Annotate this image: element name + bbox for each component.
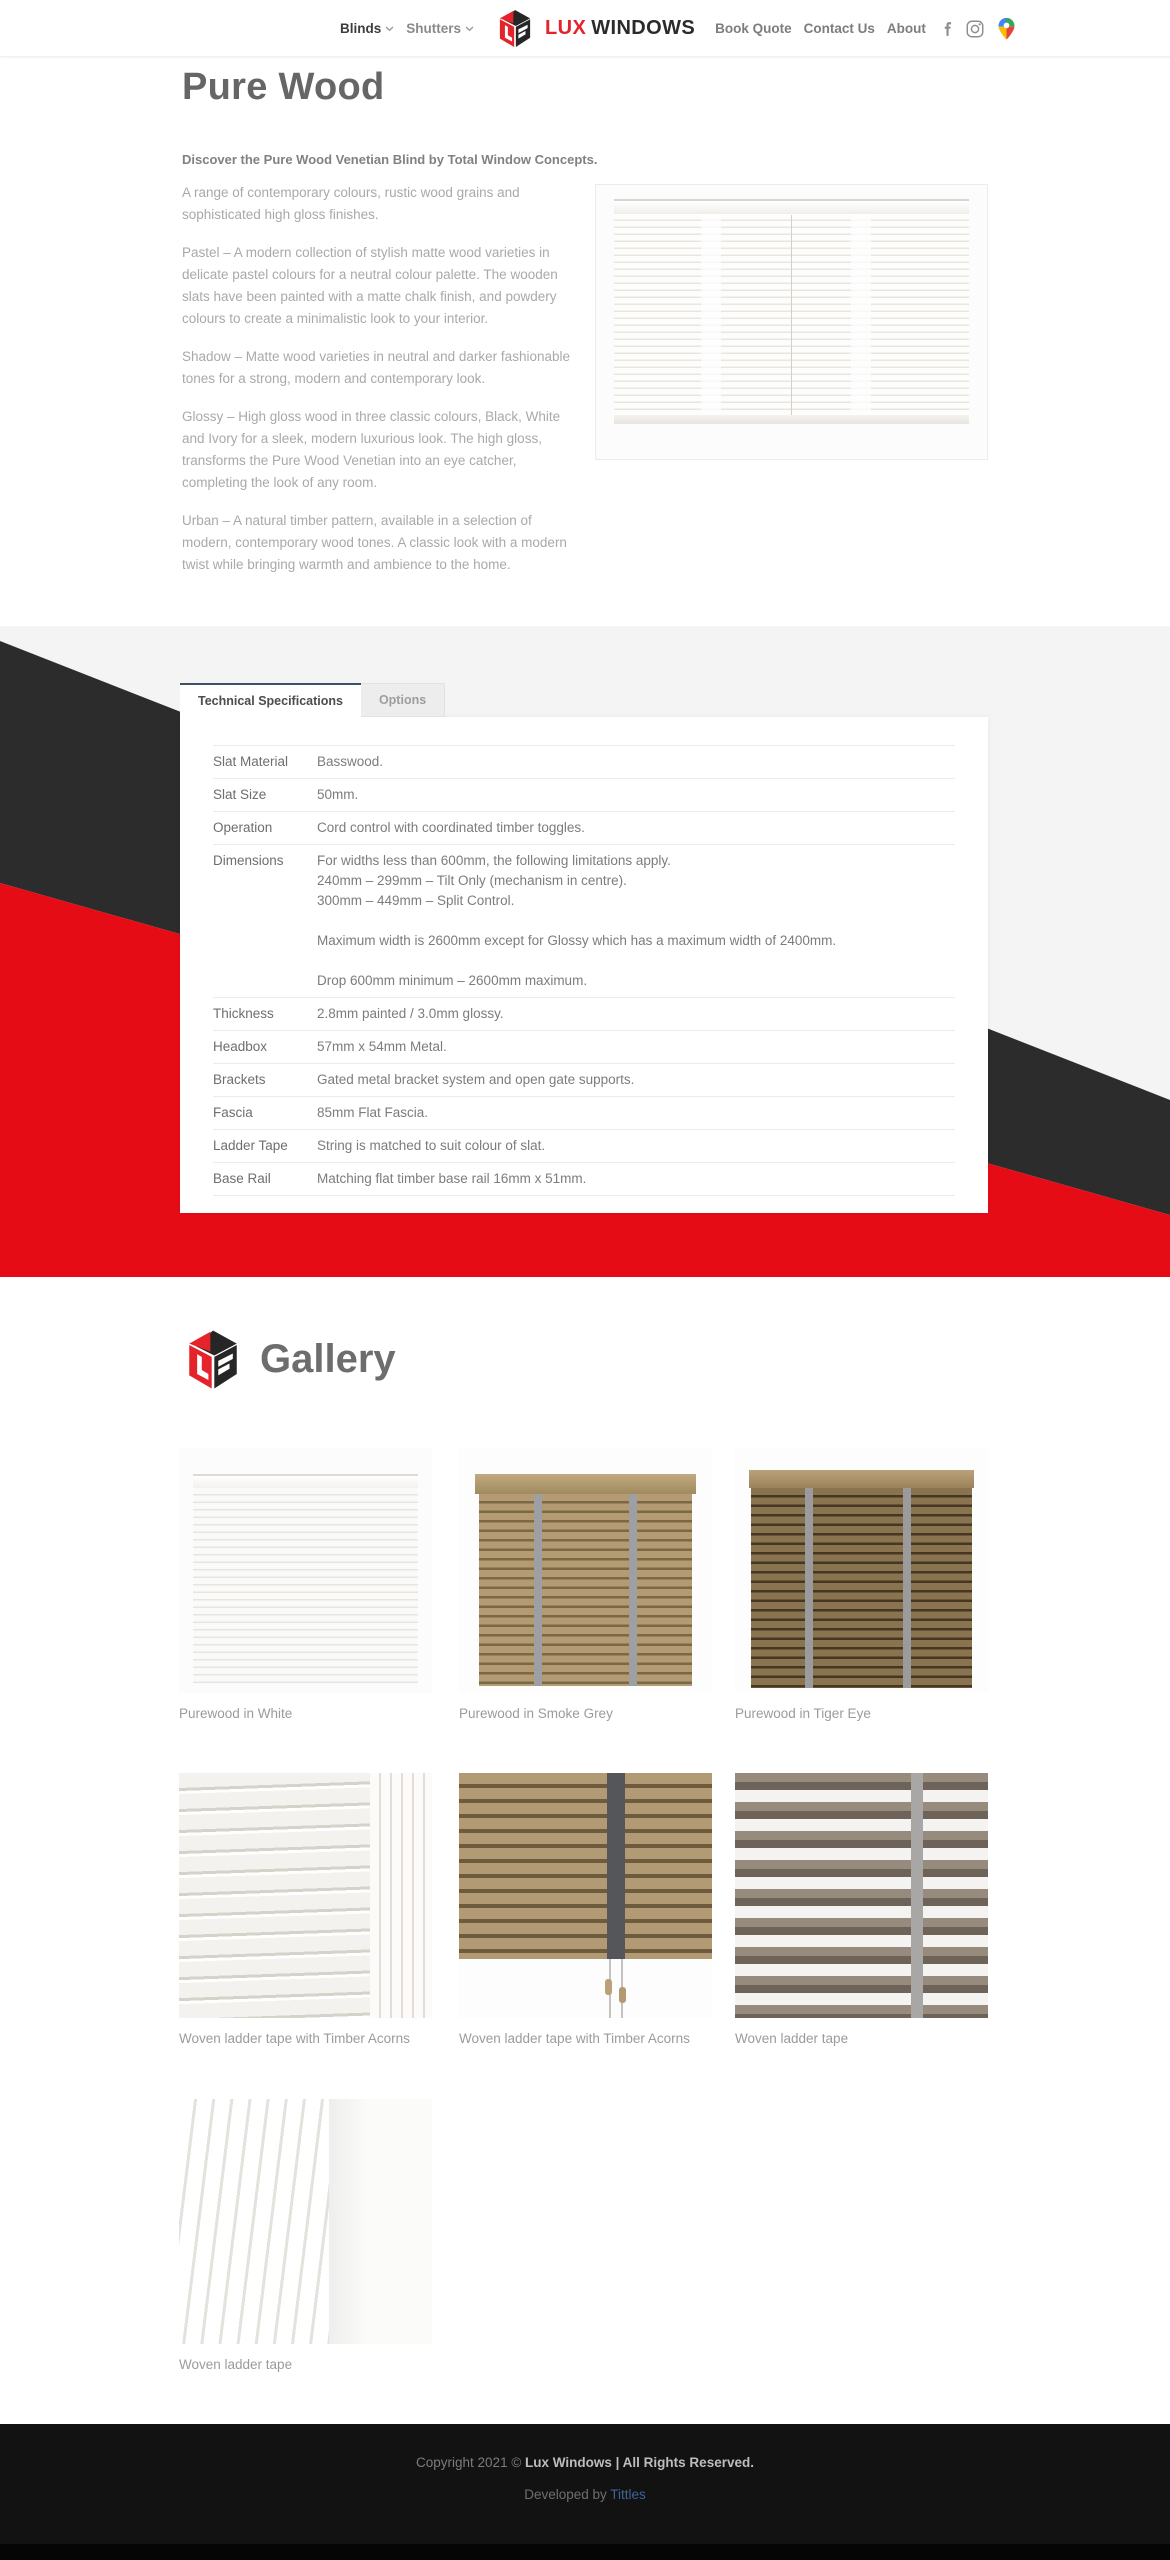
gallery-item[interactable] (459, 1448, 712, 1721)
developed-prefix: Developed by (524, 2487, 611, 2502)
nav-link-contact-us[interactable]: Contact Us (803, 21, 875, 36)
table-row (213, 1030, 955, 1063)
nav-link-about[interactable]: About (886, 21, 926, 36)
spec-value-line (317, 911, 955, 931)
site-footer (0, 2424, 1170, 2560)
product-description (182, 182, 576, 592)
spec-value-line: 300mm – 449mm – Split Control. (317, 893, 515, 908)
spec-label: Slat Material (213, 754, 289, 769)
gallery-caption: Purewood in White (179, 1706, 293, 1721)
page-title: Pure Wood (182, 66, 385, 108)
spec-panel (180, 717, 988, 1213)
spec-label: Base Rail (213, 1171, 271, 1186)
developer-link[interactable]: Tittles (610, 2487, 646, 2502)
description-paragraph: Shadow – Matte wood varieties in neutral and darker fashionable tones for a strong, modern and contemporary look. (182, 349, 570, 386)
gallery-caption: Purewood in Tiger Eye (735, 1706, 871, 1721)
spec-value: Basswood. (317, 754, 384, 769)
gallery-caption: Purewood in Smoke Grey (459, 1706, 613, 1721)
gallery-image-woven-tape-grey[interactable] (735, 1773, 988, 2018)
copyright-prefix: Copyright 2021 © (416, 2455, 526, 2470)
spec-label: Headbox (213, 1039, 268, 1054)
gallery-caption: Woven ladder tape (735, 2031, 849, 2046)
gallery-header (180, 1329, 396, 1390)
table-row (213, 811, 955, 844)
gallery-caption: Woven ladder tape with Timber Acorns (459, 2031, 690, 2046)
spec-value: 50mm. (317, 787, 359, 802)
nav-item-shutters[interactable] (406, 21, 474, 36)
gallery-item[interactable] (459, 1773, 712, 2046)
main-nav (340, 0, 1016, 57)
nav-link-book-quote[interactable]: Book Quote (715, 21, 792, 36)
product-lead: Discover the Pure Wood Venetian Blind by Total Window Concepts. (182, 152, 598, 167)
chevron-down-icon (465, 26, 474, 32)
description-paragraph: Glossy – High gloss wood in three classic colours, Black, White and Ivory for a sleek, modern luxurious look. The high gloss, transforms the Pure Wood Venetian into an eye catcher, completing the look of any room. (182, 409, 561, 490)
facebook-icon[interactable] (942, 20, 953, 38)
spec-value: Matching flat timber base rail 16mm x 51mm. (317, 1171, 587, 1186)
spec-label: Slat Size (213, 787, 267, 802)
spec-label: Thickness (213, 1006, 274, 1021)
spec-label: Fascia (213, 1105, 253, 1120)
product-hero-image (595, 184, 988, 460)
spec-value: Gated metal bracket system and open gate supports. (317, 1072, 635, 1087)
table-row (213, 844, 955, 997)
tab-options[interactable]: Options (361, 683, 445, 717)
instagram-icon[interactable] (966, 20, 984, 38)
gallery-title: Gallery (260, 1337, 396, 1381)
footer-bottom-strip (0, 2544, 1170, 2560)
nav-item-blinds[interactable] (340, 21, 394, 36)
chevron-down-icon (385, 26, 394, 32)
spec-value: String is matched to suit colour of slat. (317, 1138, 546, 1153)
spec-value: 57mm x 54mm Metal. (317, 1039, 447, 1054)
gallery-image-woven-tape-acorns-tan[interactable] (459, 1773, 712, 2018)
site-header (0, 0, 1170, 57)
spec-value-line (317, 951, 955, 971)
spec-value (317, 851, 955, 991)
social-icons (942, 17, 1016, 41)
spec-label: Operation (213, 820, 273, 835)
gallery-item[interactable] (179, 1773, 432, 2046)
spec-value: Cord control with coordinated timber toggles. (317, 820, 585, 835)
description-paragraph: Urban – A natural timber pattern, available in a selection of modern, contemporary wood tones. A classic look with a modern twist while bringing warmth and ambience to the home. (182, 513, 567, 572)
specifications-section (0, 626, 1170, 1277)
tab-technical-specifications[interactable]: Technical Specifications (180, 683, 361, 717)
brand-lux: LUX (545, 17, 587, 39)
spec-label: Dimensions (213, 853, 284, 868)
table-row (213, 997, 955, 1030)
spec-value: 2.8mm painted / 3.0mm glossy. (317, 1006, 504, 1021)
gallery-item[interactable] (179, 1448, 432, 1721)
gallery-image-woven-tape-white[interactable] (179, 2099, 432, 2344)
spec-tabs (180, 683, 445, 717)
spec-label: Brackets (213, 1072, 266, 1087)
nav-item-label: Shutters (406, 21, 462, 36)
spec-label: Ladder Tape (213, 1138, 288, 1153)
description-paragraph: Pastel – A modern collection of stylish matte wood varieties in delicate pastel colours for a neutral colour palette. The wooden slats have been painted with a matte chalk finish, and powdery colours to create a minimalistic look to your interior. (182, 245, 558, 326)
gallery-item[interactable] (179, 2099, 432, 2372)
table-row (213, 1162, 955, 1196)
table-row (213, 1063, 955, 1096)
gallery-section (0, 1277, 1170, 2424)
brand-windows: WINDOWS (591, 17, 696, 39)
gallery-image-purewood-white[interactable] (179, 1448, 432, 1693)
table-row (213, 745, 955, 778)
spec-value: 85mm Flat Fascia. (317, 1105, 429, 1120)
spec-value-line: 240mm – 299mm – Tilt Only (mechanism in centre). (317, 873, 627, 888)
spec-table (213, 745, 955, 1196)
nav-item-label: Blinds (340, 21, 382, 36)
gallery-image-woven-tape-acorns-white[interactable] (179, 1773, 432, 2018)
maps-pin-icon[interactable] (997, 17, 1016, 41)
logo-cube-icon (180, 1329, 246, 1390)
gallery-caption: Woven ladder tape with Timber Acorns (179, 2031, 410, 2046)
gallery-item[interactable] (735, 1773, 988, 2046)
table-row (213, 1129, 955, 1162)
description-paragraph: A range of contemporary colours, rustic wood grains and sophisticated high gloss finishes. (182, 185, 520, 222)
gallery-caption: Woven ladder tape (179, 2357, 293, 2372)
spec-value-line: Drop 600mm minimum – 2600mm maximum. (317, 973, 588, 988)
developed-by-text (0, 2487, 1170, 2502)
gallery-image-purewood-smoke-grey[interactable] (459, 1448, 712, 1693)
table-row (213, 778, 955, 811)
brand-logo[interactable] (494, 9, 695, 48)
gallery-image-purewood-tiger-eye[interactable] (735, 1448, 988, 1693)
table-row (213, 1096, 955, 1129)
brand-wordmark (545, 17, 695, 40)
logo-cube-icon (494, 9, 536, 48)
copyright-text (0, 2424, 1170, 2470)
spec-value-line: For widths less than 600mm, the following limitations apply. (317, 853, 671, 868)
spec-value-line: Maximum width is 2600mm except for Glossy which has a maximum width of 2400mm. (317, 933, 837, 948)
copyright-strong: Lux Windows | All Rights Reserved. (525, 2455, 754, 2470)
gallery-item[interactable] (735, 1448, 988, 1721)
